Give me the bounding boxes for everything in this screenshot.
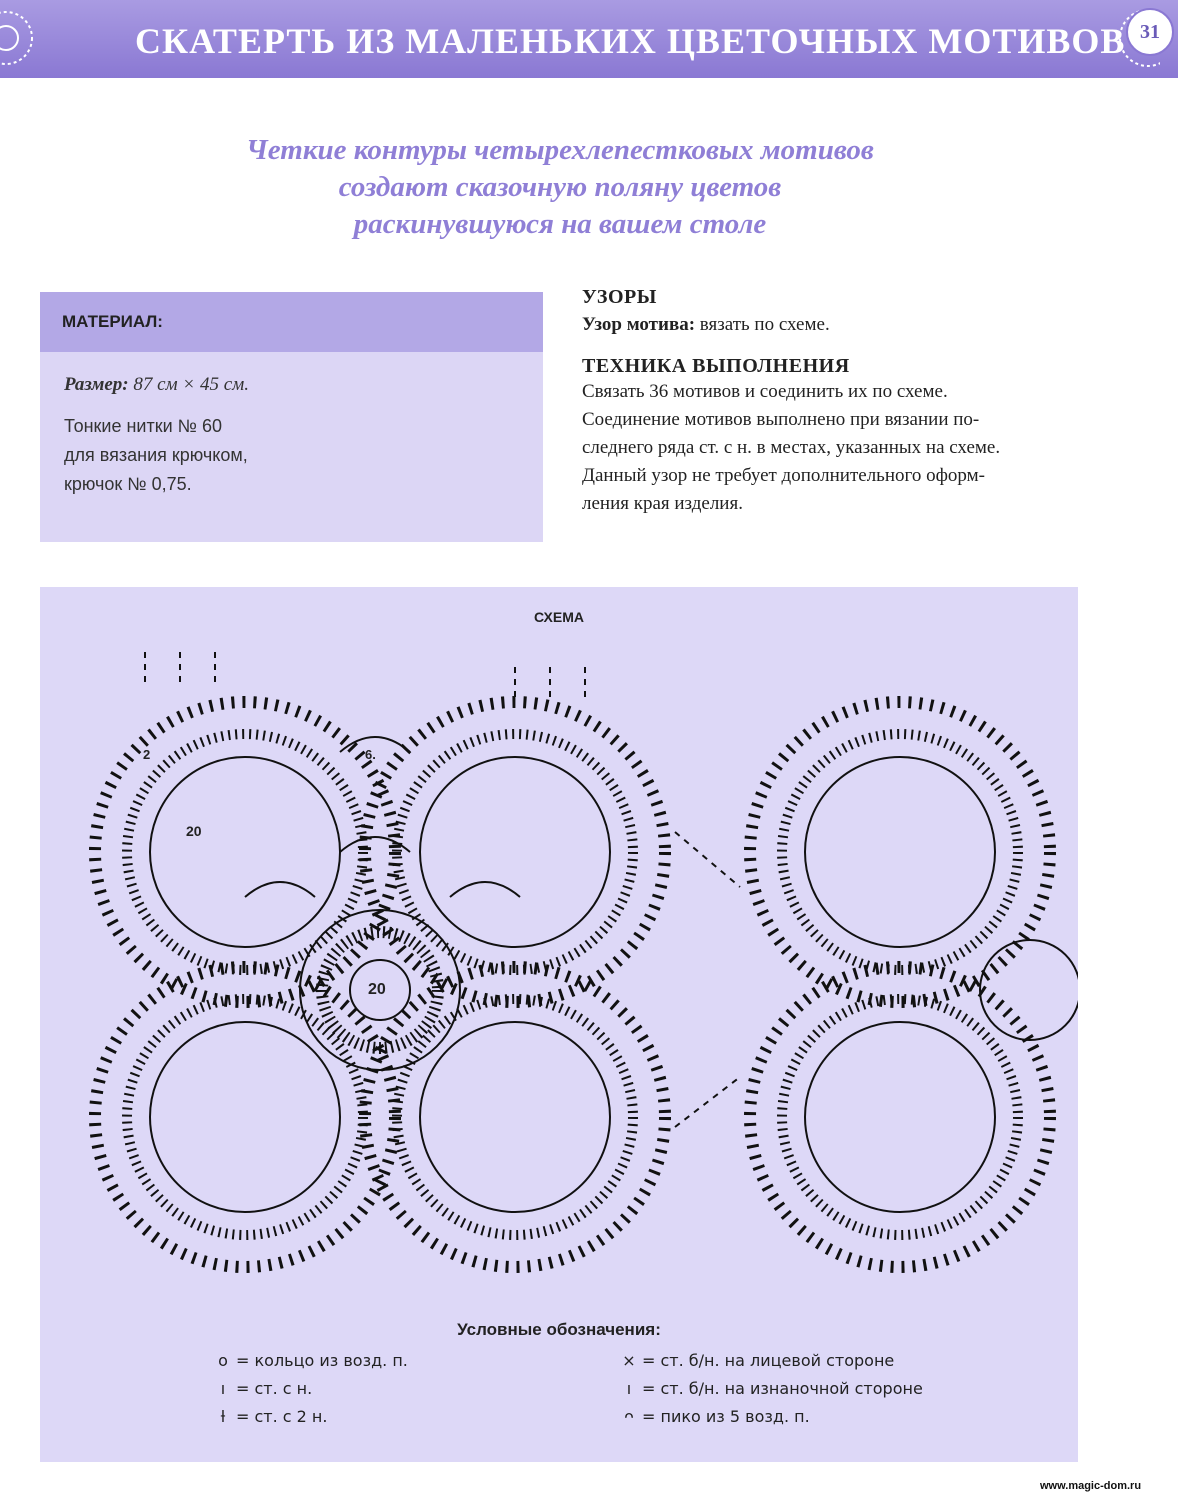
technique-line: Связать 36 мотивов и соединить их по схеме. xyxy=(582,381,948,402)
intro-line: Четкие контуры четырехлепестковых мотивов xyxy=(246,134,874,166)
patterns-heading: УЗОРЫ xyxy=(582,286,657,308)
dc-symbol-icon: ı xyxy=(220,1379,226,1398)
technique-line: следнего ряда ст. с н. в местах, указанных на схеме. xyxy=(582,437,1001,458)
motif-text: вязать по схеме. xyxy=(695,314,830,335)
intro-text xyxy=(120,132,1000,243)
instructions-column xyxy=(582,286,1082,518)
scheme-title: СХЕМА xyxy=(533,609,585,625)
size-label: Размер: xyxy=(64,374,129,395)
header-banner xyxy=(0,0,1178,78)
label-center-20: 20 xyxy=(368,981,386,998)
technique-line: Соединение мотивов выполнено при вязании по- xyxy=(582,409,980,430)
sc-front-symbol-icon: × xyxy=(622,1351,636,1370)
material-box xyxy=(40,352,543,542)
material-heading: МАТЕРИАЛ: xyxy=(40,292,543,352)
motif-label: Узор мотива: xyxy=(582,314,696,335)
size-value: 87 см × 45 см. xyxy=(128,374,250,395)
material-line: крючок № 0,75. xyxy=(64,474,192,494)
petal-top-left xyxy=(95,702,395,1002)
page-number: 31 xyxy=(1126,8,1174,56)
crochet-diagram xyxy=(40,587,1078,1307)
label-chain-2: 2 xyxy=(143,747,151,762)
footer-url: www.magic-dom.ru xyxy=(1040,1480,1142,1492)
technique-line: Данный узор не требует дополнительного оформ- xyxy=(582,465,985,486)
technique-line: ления края изделия. xyxy=(582,493,743,514)
label-loop-6: 6. xyxy=(365,747,376,762)
label-petal-20: 20 xyxy=(186,823,202,839)
material-line: Тонкие нитки № 60 xyxy=(64,416,222,436)
legend-item xyxy=(616,1379,923,1398)
legend-item xyxy=(210,1351,408,1370)
legend-title: Условные обозначения: xyxy=(457,1320,661,1339)
technique-heading: ТЕХНИКА ВЫПОЛНЕНИЯ xyxy=(582,355,850,377)
legend-text: = ст. б/н. на лицевой стороне xyxy=(642,1351,895,1370)
doily-motif-icon xyxy=(0,4,60,72)
crochet-scheme xyxy=(40,587,1078,1462)
legend-item xyxy=(210,1379,312,1398)
legend-item xyxy=(210,1407,327,1426)
intro-line: раскинувшуюся на вашем столе xyxy=(353,208,767,240)
ring-symbol-icon: o xyxy=(218,1351,228,1370)
legend-text: = ст. б/н. на изнаночной стороне xyxy=(642,1379,923,1398)
tr-symbol-icon: ƚ xyxy=(220,1407,226,1426)
material-size xyxy=(64,374,249,396)
petal-bottom-left xyxy=(95,967,395,1267)
page-title: СКАТЕРТЬ ИЗ МАЛЕНЬКИХ ЦВЕТОЧНЫХ МОТИВОВ xyxy=(135,21,1126,61)
legend-text: = ст. с 2 н. xyxy=(236,1407,328,1426)
intro-line: создают сказочную поляну цветов xyxy=(338,171,782,203)
material-lines xyxy=(64,412,248,499)
picot-symbol-icon: ᴖ xyxy=(624,1407,634,1426)
patterns-text xyxy=(582,311,1082,339)
legend-text: = ст. с н. xyxy=(236,1379,313,1398)
legend-text: = пико из 5 возд. п. xyxy=(642,1407,810,1426)
legend-item xyxy=(616,1351,894,1370)
legend-text: = кольцо из возд. п. xyxy=(236,1351,408,1370)
petal-bottom-middle xyxy=(365,967,665,1267)
material-line: для вязания крючком, xyxy=(64,445,248,465)
legend-item xyxy=(616,1407,810,1426)
sc-back-symbol-icon: ı xyxy=(626,1379,632,1398)
chain-loops xyxy=(245,737,520,897)
motif-right xyxy=(750,702,1078,1267)
